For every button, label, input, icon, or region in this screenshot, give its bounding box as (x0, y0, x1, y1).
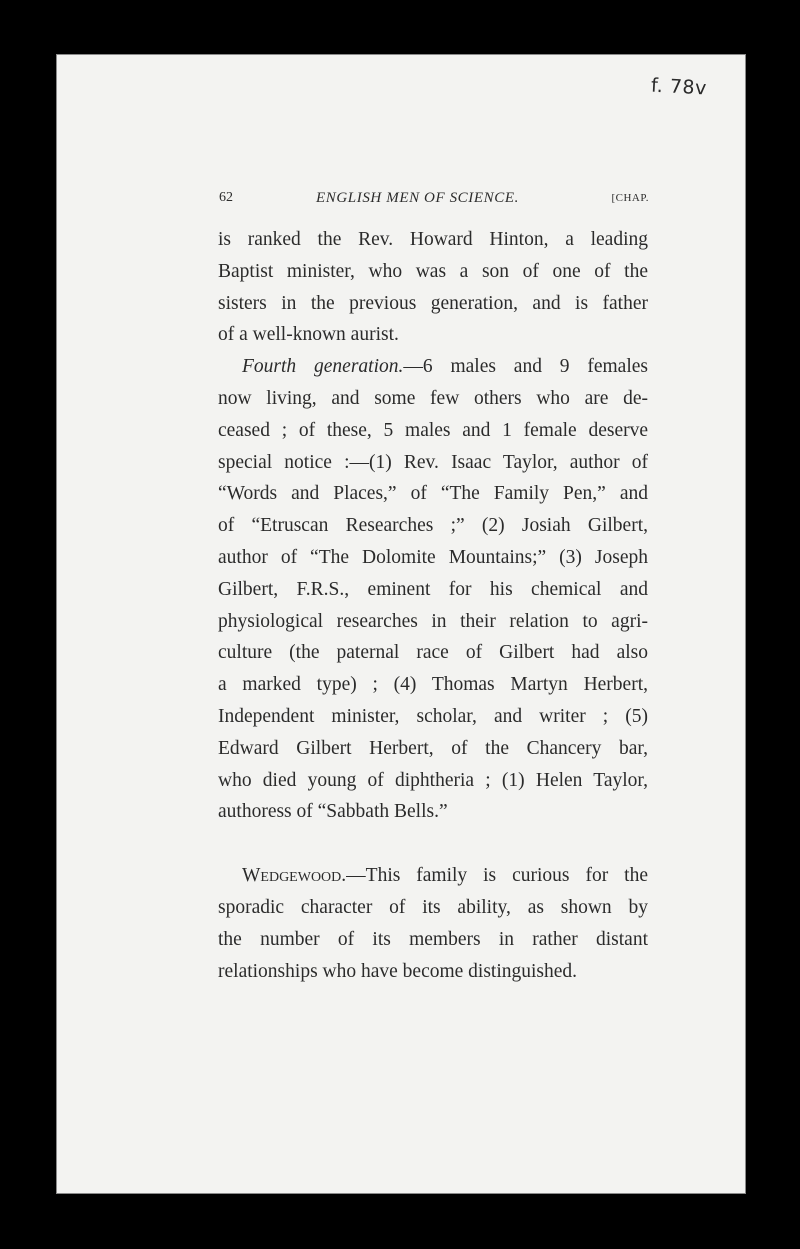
text-line: ceased ; of these, 5 males and 1 female deserve (218, 419, 648, 441)
paragraph-gap (218, 828, 648, 860)
page-number: 62 (219, 190, 233, 205)
text-line: special notice :—(1) Rev. Isaac Taylor, author of (218, 451, 648, 473)
text-line: who died young of diphtheria ; (1) Helen Taylor, (218, 769, 648, 791)
family-name-lead: Wedgewood. (242, 865, 347, 887)
text-line: Baptist minister, who was a son of one of the (218, 260, 648, 282)
body-text (218, 224, 648, 987)
text-line: the number of its members in rather distant (218, 928, 648, 950)
running-title: ENGLISH MEN OF SCIENCE. (316, 190, 519, 206)
text-line: now living, and some few others who are de- (218, 387, 648, 409)
text-line: is ranked the Rev. Howard Hinton, a leading (218, 229, 648, 250)
text-line: authoress of “Sabbath Bells.” (218, 801, 448, 823)
text-line: of a well-known aurist. (218, 324, 399, 346)
text-line: a marked type) ; (4) Thomas Martyn Herbert, (218, 674, 648, 696)
handwritten-folio-mark: f. 78v (650, 74, 708, 100)
text-line: Fourth generation.—6 males and 9 females (242, 356, 648, 378)
text-line: sporadic character of its ability, as shown by (218, 896, 648, 918)
section-lead: Fourth generation. (242, 356, 404, 378)
chapter-marker: [CHAP. (611, 192, 649, 204)
text-line: Edward Gilbert Herbert, of the Chancery bar, (218, 737, 648, 759)
text-line: physiological researches in their relation to agri- (218, 610, 648, 632)
text-line: Wedgewood.—This family is curious for the (242, 865, 648, 887)
text-line: culture (the paternal race of Gilbert had also (218, 642, 648, 664)
text-line: sisters in the previous generation, and is father (218, 292, 648, 314)
text-line: of “Etruscan Researches ;” (2) Josiah Gilbert, (218, 515, 648, 537)
text-line: Gilbert, F.R.S., eminent for his chemical and (218, 578, 648, 600)
text-line: relationships who have become distinguished. (218, 960, 578, 982)
running-head (219, 190, 649, 210)
text-line: author of “The Dolomite Mountains;” (3) Joseph (218, 546, 648, 568)
text-line: “Words and Places,” of “The Family Pen,” and (218, 483, 648, 505)
text-line: Independent minister, scholar, and writer ; (5) (218, 705, 648, 727)
